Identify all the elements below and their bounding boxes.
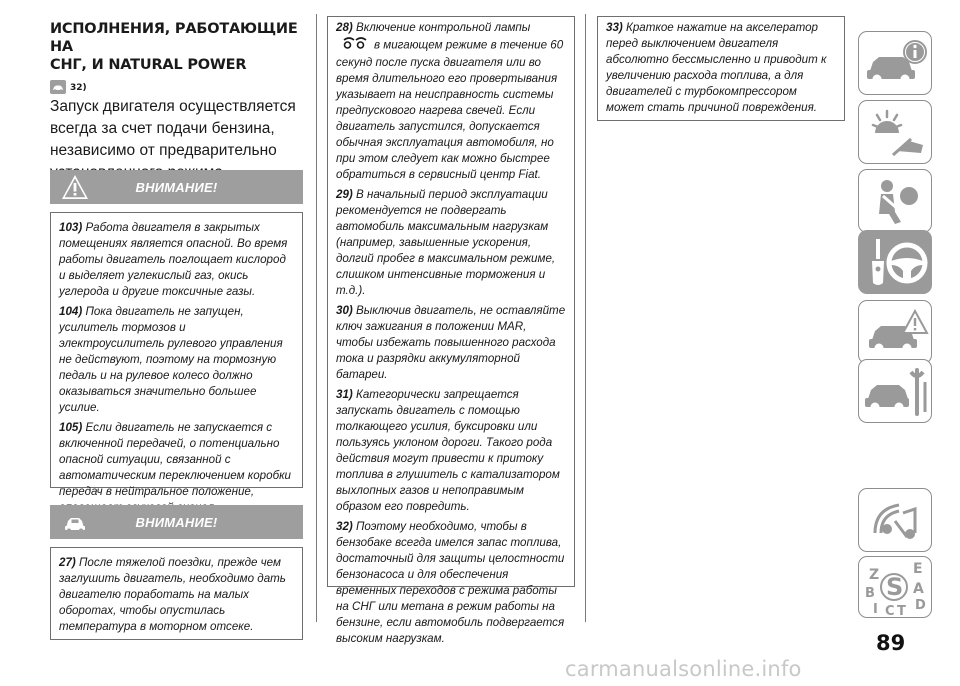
index-letter-e: E: [913, 561, 923, 577]
reference-number: 32): [70, 83, 87, 93]
watermark: carmanualsonline.info: [565, 657, 802, 681]
warning-header-2: [50, 505, 303, 539]
note-29: 29) В начальный период эксплуатации рекомендуется не подвергать автомобиль максимальным нагрузкам (например, завышенные ускорения, долгий пробег в максимальном режиме, слишком интенсивные торможения и т.д.).: [336, 188, 556, 297]
page-number: 89: [876, 631, 906, 655]
warning-box-2: [50, 547, 303, 640]
glow-plug-icon: [342, 36, 368, 55]
warning-triangle-icon: [60, 173, 90, 205]
index-letter-t: T: [897, 604, 906, 619]
note-33: 33) Краткое нажатие на акселератор перед выключением двигателя абсолютно бессмысленно и приводит к увеличению расхода топлива, а для двигателей с турбокомпрессором может стать причиной повреждения.: [606, 21, 827, 114]
sidebar-tab-dashboard-lights[interactable]: [858, 100, 932, 164]
column-1: [50, 20, 305, 184]
sidebar-tab-multimedia[interactable]: [858, 488, 932, 552]
index-letter-s: S: [886, 573, 904, 601]
warning-header-1: [50, 170, 303, 204]
index-letter-b: B: [865, 586, 875, 601]
car-warning-icon: [60, 508, 90, 540]
note-31: 31) Категорически запрещается запускать двигатель с помощью толкающего усилия, буксировки или пользуясь уклоном дороги. Такого рода действия могут привести к притоку топлива в глушитель с катализатором выхлопных газов и непоправимым образом его повредить.: [336, 388, 560, 513]
column-rule-1: [316, 14, 317, 622]
intro-text: Запуск двигателя осуществляется всегда за счет подачи бензина, независимо от предварительно: [50, 98, 296, 159]
index-letter-d: D: [915, 598, 926, 613]
warning-title-2: ВНИМАНИЕ!: [135, 514, 218, 530]
index-letter-a: A: [913, 581, 924, 597]
section-title: ИСПОЛНЕНИЯ, РАБОТАЮЩИЕ НА СНГ, И NATURAL POWER: [50, 21, 298, 73]
warning-item-103: 103) Работа двигателя в закрытых помещениях является опасной. Во время работы двигатель поглощает кислород и выделяет углекислый газ, окись углерода и другие токсичные газы.: [59, 221, 288, 298]
warning-item-104: 104) Пока двигатель не запущен, усилитель тормозов и электроусилитель рулевого управления не действуют, поэтому на тормозную педаль и на рулевое колесо должно оказываться значительно большее усилие.: [59, 305, 283, 414]
index-letter-i: I: [873, 602, 878, 617]
warning-item-105: 105) Если двигатель не запускается с включенной передачей, о потенциально опасной ситуации, связанной с автоматическим переключением коробки передач в нейтральное положение,: [59, 421, 292, 498]
car-warning-small-icon: [50, 79, 66, 98]
sidebar-tab-car-warning[interactable]: [858, 300, 932, 364]
index-letter-z: Z: [869, 567, 880, 583]
notes-box-col3: [597, 16, 845, 121]
warning-item-27: 27) После тяжелой поездки, прежде чем заглушить двигатель, необходимо дать двигателю поработать на малых оборотах, чтобы опустилась температура в моторном отсеке.: [59, 556, 286, 633]
column-rule-2: [585, 14, 586, 622]
sidebar-tab-airbag-safety[interactable]: [858, 169, 932, 233]
sidebar-tab-car-info[interactable]: [858, 31, 932, 95]
sidebar-tab-car-maintenance[interactable]: [858, 359, 932, 423]
reference-line: [50, 80, 305, 96]
warning-box-1: [50, 212, 303, 498]
note-30: 30) Выключив двигатель, не оставляйте ключ зажигания в положении MAR, чтобы избежать повышенного расхода тока и разрядки аккумуляторной батареи.: [336, 304, 566, 381]
index-letter-c: C: [885, 604, 895, 619]
sidebar-tab-key-steering-wheel[interactable]: [858, 230, 932, 294]
notes-box-col2: [327, 16, 575, 645]
sidebar-tab-alphabetical-index[interactable]: [858, 556, 932, 618]
note-28: 28) Включение контрольной лампы в мигающем режиме в течение 60 секунд после пуска двигателя или во время длительного его провертывания указывает на неисправность системы предпускового нагрева свечей. Если двигатель запустился, допускается обычная эксплуатация автомобиля, но при этом следует как можно быстрее обратиться в сервисный центр Fiat.: [336, 21, 564, 181]
note-32: 32) Поэтому необходимо, чтобы в бензобаке всегда имелся запас топлива, достаточный для защиты целостности бензонасоса и для обеспечения временных переходов с режима работы на СНГ или метана в режим работы на бензине, если автомобиль подвергается высоким нагрузкам.: [336, 520, 565, 645]
warning-title-1: ВНИМАНИЕ!: [135, 179, 218, 195]
